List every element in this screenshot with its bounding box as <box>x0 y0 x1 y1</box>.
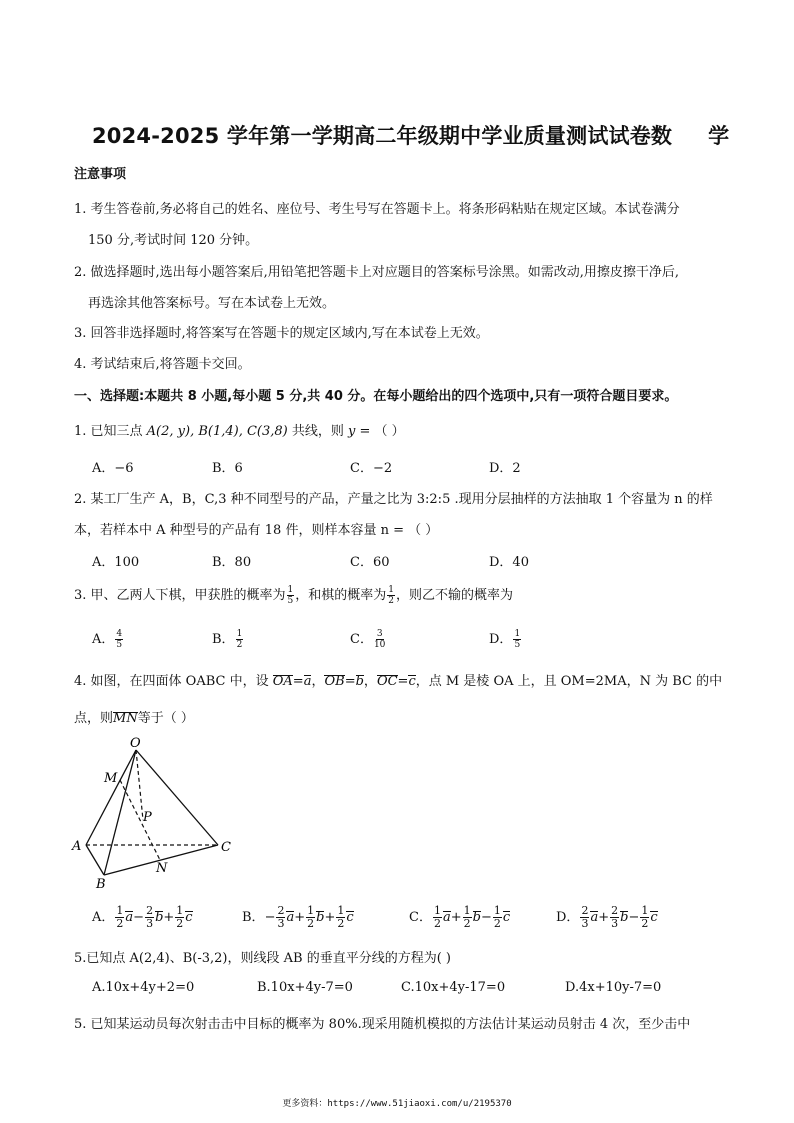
q4-vector-term: b <box>472 910 481 925</box>
q3-option-d-frac <box>513 629 521 650</box>
q4-option-label: C． <box>409 910 432 925</box>
q1-option-d: D．2 <box>489 461 521 476</box>
q4-coef-fraction <box>640 905 649 930</box>
q4-option-c <box>409 905 510 930</box>
q3-c-den: 10 <box>373 640 386 650</box>
q4-sign: − <box>133 910 145 925</box>
q1-points: A(2, y), B(1,4), C(3,8) <box>146 424 288 439</box>
q4-coef-fraction <box>175 905 184 930</box>
page-title <box>92 120 729 150</box>
footer-label: 更多资料： <box>282 1099 328 1109</box>
question-5b-stem: 5. 已知某运动员每次射击击中目标的概率为 80%.现采用随机模拟的方法估计某运动员射击 4 次，至少击中 <box>74 1017 691 1032</box>
q4-coef-num: 2 <box>146 904 154 917</box>
q4-sign: + <box>324 910 336 925</box>
q4-coef-fraction <box>306 905 315 930</box>
q4-line2-post: 等于（ ） <box>137 711 194 726</box>
q4-option-label: B． <box>242 910 265 925</box>
q4-coef-fraction <box>610 905 619 930</box>
q4-sign: + <box>163 910 175 925</box>
q4-option-label: A． <box>92 910 115 925</box>
vector-a: a <box>303 674 312 689</box>
q4-coef-fraction <box>276 905 285 930</box>
q4-coef-num: 2 <box>277 904 285 917</box>
q4-coef-den: 2 <box>641 917 649 930</box>
footer <box>0 1096 794 1109</box>
q3-d-num: 1 <box>514 629 521 639</box>
label-b: B <box>96 877 106 892</box>
q3-option-a <box>92 628 124 650</box>
q4-p1: 4. 如图，在四面体 OABC 中，设 <box>74 674 273 689</box>
q4-option-d <box>556 905 658 930</box>
q3-option-c-frac <box>374 629 385 650</box>
label-o: O <box>130 736 141 751</box>
q4-vector-term: b <box>316 910 325 925</box>
question-4-stem-cont <box>74 707 194 726</box>
q4-coef-fraction <box>115 905 124 930</box>
q5a-option-c: C.10x+4y-17=0 <box>401 980 506 995</box>
label-n: N <box>156 861 168 876</box>
notice-item-4: 4. 考试结束后,将答题卡交回。 <box>74 357 251 372</box>
q4-option-a <box>92 905 193 930</box>
q4-p2: ，点 M 是棱 OA 上，且 OM=2MA，N 为 BC 的中 <box>415 674 723 689</box>
question-4-stem: 4. 如图，在四面体 OABC 中，设 OA=a，OB=b，OC=c，点 M 是棱 OA 上，且 OM=2MA，N 为 BC 的中 <box>74 674 723 689</box>
q4-sign: + <box>294 910 306 925</box>
q2-option-d: D．40 <box>489 555 529 570</box>
q3-option-b <box>212 628 244 650</box>
q4-coef-den: 2 <box>307 917 315 930</box>
q3-fraction-win <box>287 585 295 606</box>
q3-f1-num: 1 <box>287 585 294 595</box>
q3-option-a-label: A． <box>92 632 115 647</box>
q1-var: y <box>348 424 356 439</box>
q2-option-a: A．100 <box>92 555 140 570</box>
q3-a-num: 4 <box>116 629 123 639</box>
q3-fraction-draw <box>387 585 395 606</box>
q4-coef-fraction <box>145 905 154 930</box>
q4-vector-term: a <box>125 910 134 925</box>
question-2-stem-cont: 本，若样本中 A 种型号的产品有 18 件，则样本容量 n = （ ） <box>74 523 439 538</box>
q4-vector-term: c <box>650 910 658 925</box>
q4-vector-term: a <box>442 910 451 925</box>
q3-f2-num: 1 <box>388 585 395 595</box>
notice-item-2-cont: 再选涂其他答案标号。写在本试卷上无效。 <box>88 296 336 311</box>
q4-coef-den: 2 <box>493 917 501 930</box>
title-tail: 学 <box>708 124 730 148</box>
label-m: M <box>104 771 118 786</box>
q1-option-a: A．−6 <box>92 461 134 476</box>
q4-coef-den: 3 <box>146 917 154 930</box>
q4-sign: − <box>264 910 276 925</box>
q3-mid: ，和棋的概率为 <box>295 588 387 603</box>
q1-option-c: C．−2 <box>350 461 393 476</box>
q4-vector-term: b <box>620 910 629 925</box>
q4-vector-term: a <box>590 910 599 925</box>
vector-mn: MN <box>113 711 138 726</box>
q4-vector-term: a <box>286 910 295 925</box>
q4-sign: − <box>480 910 492 925</box>
q3-option-b-label: B． <box>212 632 235 647</box>
q3-b-num: 1 <box>236 629 243 639</box>
q4-coef-num: 1 <box>116 904 124 917</box>
q3-pre: 3. 甲、乙两人下棋，甲获胜的概率为 <box>74 588 286 603</box>
q4-coef-den: 3 <box>277 917 285 930</box>
q5a-option-d: D.4x+10y-7=0 <box>565 980 662 995</box>
q4-coef-den: 2 <box>433 917 441 930</box>
q3-option-c-label: C． <box>350 632 373 647</box>
q3-d-den: 5 <box>514 640 521 650</box>
q4-coef-num: 2 <box>611 904 619 917</box>
label-p: P <box>143 810 152 825</box>
q3-option-d-label: D． <box>489 632 513 647</box>
q4-coef-num: 1 <box>307 904 315 917</box>
q4-coef-fraction <box>336 905 345 930</box>
q4-coef-fraction <box>433 905 442 930</box>
footer-link[interactable]: https://www.51jiaoxi.com/u/2195370 <box>327 1099 512 1109</box>
q4-coef-num: 1 <box>433 904 441 917</box>
q4-coef-fraction <box>580 905 589 930</box>
label-c: C <box>221 840 231 855</box>
q4-coef-num: 1 <box>493 904 501 917</box>
vector-oa: OA <box>272 674 293 689</box>
q4-coef-den: 3 <box>611 917 619 930</box>
q3-a-den: 5 <box>116 640 123 650</box>
q4-line2-pre: 点，则 <box>74 711 114 726</box>
label-a: A <box>72 839 82 854</box>
q4-coef-fraction <box>463 905 472 930</box>
q4-coef-num: 1 <box>641 904 649 917</box>
q4-coef-den: 2 <box>176 917 184 930</box>
q3-f2-den: 2 <box>388 596 395 606</box>
q4-coef-den: 2 <box>337 917 345 930</box>
q4-coef-num: 1 <box>463 904 471 917</box>
q3-option-c <box>350 628 386 650</box>
question-3-stem <box>74 584 513 606</box>
q3-option-a-frac <box>115 629 123 650</box>
q1-stem-post: = （ ） <box>355 424 405 439</box>
q3-post: ，则乙不输的概率为 <box>396 588 514 603</box>
question-1-stem <box>74 420 405 439</box>
question-2-stem: 2. 某工厂生产 A，B，C,3 种不同型号的产品，产量之比为 3:2:5 .现用分层抽样的方法抽取 1 个容量为 n 的样 <box>74 492 713 507</box>
q4-option-b <box>242 905 354 930</box>
q4-option-label: D． <box>556 910 580 925</box>
vector-oc: OC <box>376 674 398 689</box>
q4-coef-den: 2 <box>116 917 124 930</box>
q4-sign: + <box>598 910 610 925</box>
q5a-option-a: A.10x+4y+2=0 <box>92 980 195 995</box>
q4-vector-term: c <box>502 910 511 925</box>
notice-item-3: 3. 回答非选择题时,将答案写在答题卡的规定区域内,写在本试卷上无效。 <box>74 326 489 341</box>
question-5a-stem: 5.已知点 A(2,4)、B(-3,2)，则线段 AB 的垂直平分线的方程为( ) <box>74 951 451 966</box>
q4-vector-term: c <box>185 910 193 925</box>
notice-item-1-cont: 150 分,考试时间 120 分钟。 <box>88 233 259 248</box>
tetrahedron-figure <box>68 735 238 895</box>
q4-coef-den: 3 <box>581 917 589 930</box>
q4-sign: + <box>450 910 462 925</box>
notice-item-2: 2. 做选择题时,选出每小题答案后,用铅笔把答题卡上对应题目的答案标号涂黑。如需改动,用擦皮擦干净后, <box>74 265 680 280</box>
vector-b: b <box>355 674 364 689</box>
notice-item-1: 1. 考生答卷前,务必将自己的姓名、座位号、考生号写在答题卡上。将条形码粘贴在规定区域。本试卷满分 <box>74 202 680 217</box>
q2-option-c: C．60 <box>350 555 390 570</box>
q1-stem-pre: 1. 已知三点 <box>74 424 147 439</box>
q1-stem-mid: 共线，则 <box>287 424 349 439</box>
q3-option-b-frac <box>236 629 244 650</box>
section-heading: 一、选择题:本题共 8 小题,每小题 5 分,共 40 分。在每小题给出的四个选项中,只有一项符合题目要求。 <box>74 389 678 404</box>
q4-coef-den: 2 <box>463 917 471 930</box>
q3-option-d <box>489 628 522 650</box>
q4-coef-fraction <box>493 905 502 930</box>
q4-coef-num: 1 <box>176 904 184 917</box>
vector-c: c <box>408 674 416 689</box>
q4-vector-term: c <box>346 910 354 925</box>
q3-f1-den: 5 <box>287 596 294 606</box>
q4-vector-term: b <box>155 910 164 925</box>
q5a-option-b: B.10x+4y-7=0 <box>257 980 353 995</box>
title-main: 2024-2025 学年第一学期高二年级期中学业质量测试试卷数 <box>92 124 673 148</box>
q4-coef-num: 2 <box>581 904 589 917</box>
vector-ob: OB <box>324 674 345 689</box>
notice-heading: 注意事项 <box>74 167 127 182</box>
q3-b-den: 2 <box>236 640 243 650</box>
q1-option-b: B．6 <box>212 461 243 476</box>
q3-c-num: 3 <box>376 629 383 639</box>
q4-sign: − <box>628 910 640 925</box>
q4-coef-num: 1 <box>337 904 345 917</box>
q2-option-b: B．80 <box>212 555 252 570</box>
